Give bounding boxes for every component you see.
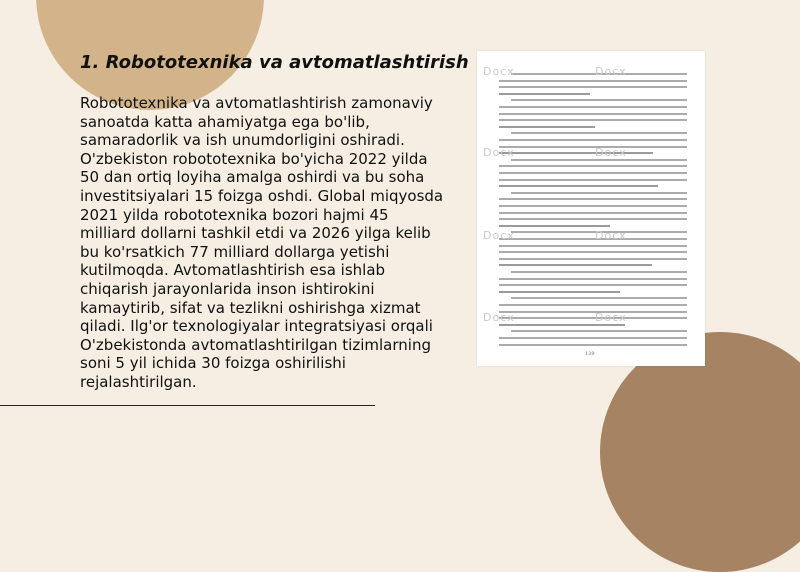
document-text-line	[511, 159, 687, 161]
document-text-line	[499, 80, 687, 82]
divider-line	[0, 405, 375, 406]
document-text-line	[499, 337, 687, 339]
document-text-line	[511, 330, 687, 332]
document-text-line	[499, 284, 687, 286]
document-text-line	[499, 185, 658, 187]
document-text-line	[499, 311, 687, 313]
watermark: Docx	[595, 146, 627, 159]
document-text-line	[499, 291, 620, 293]
document-text-line	[499, 86, 687, 88]
document-text-line	[499, 317, 687, 319]
watermark: Docx	[483, 146, 515, 159]
document-text-line	[499, 126, 595, 128]
document-text-line	[499, 251, 687, 253]
document-page-image	[477, 51, 705, 366]
document-text-line	[499, 165, 687, 167]
page-number: 139	[585, 351, 595, 357]
watermark: Docx	[595, 65, 627, 78]
document-text-line	[511, 132, 687, 134]
document-text-line	[499, 198, 687, 200]
document-text-line	[499, 238, 687, 240]
document-text-line	[499, 119, 687, 121]
document-text-line	[511, 99, 687, 101]
decorative-circle-bottom	[600, 332, 800, 572]
watermark: Docx	[483, 311, 515, 324]
document-text-line	[499, 264, 652, 266]
document-text-line	[499, 225, 610, 227]
slide-body-text: Robototexnika va avtomatlashtirish zamonaviy sanoatda katta ahamiyatga ega bo'lib, samaradorlik va ish unumdorligini oshiradi. O'zbekiston robototexnika bo'yicha 2022 yilda 50 dan ortiq loyiha amalga oshirdi va bu soha investitsiyalari 15 foizga oshdi. Global miqyosda 2021 yilda robototexnika bozori hajmi 45 milliard dollarni tashkil etdi va 2026 yilga kelib bu ko'rsatkich 77 milliard dollarga yetishi kutilmoqda. Avtomatlashtirish esa ishlab chiqarish jarayonlarida inson ishtirokini kamaytirib, sifat va tezlikni oshirishga xizmat qiladi. Ilg'or texnologiyalar integratsiyasi orqali O'zbekistonda avtomatlashtirilgan tizimlarning soni 5 yil ichida 30 foizga oshirilishi rejalashtirilgan.	[80, 94, 444, 391]
watermark: Docx	[483, 65, 515, 78]
slide-title: 1. Robototexnika va avtomatlashtirish	[80, 52, 469, 73]
document-text-line	[511, 297, 687, 299]
document-text-line	[499, 93, 590, 95]
watermark: Docx	[595, 311, 627, 324]
watermark: Docx	[483, 229, 515, 242]
document-text-line	[499, 304, 687, 306]
document-text-line	[499, 146, 687, 148]
document-text-line	[499, 258, 687, 260]
document-text-line	[499, 212, 687, 214]
document-text-line	[499, 205, 687, 207]
document-text-line	[499, 113, 687, 115]
document-text-line	[499, 139, 687, 141]
document-text-line	[499, 324, 625, 326]
document-text-line	[499, 278, 687, 280]
document-text-line	[499, 245, 687, 247]
document-text-line	[499, 172, 687, 174]
document-text-line	[499, 106, 687, 108]
document-text-line	[511, 192, 687, 194]
document-text-line	[499, 152, 653, 154]
document-text-line	[511, 271, 687, 273]
document-text-line	[499, 344, 687, 346]
document-text-line	[499, 179, 687, 181]
document-text-line	[499, 218, 687, 220]
watermark: Docx	[595, 229, 627, 242]
